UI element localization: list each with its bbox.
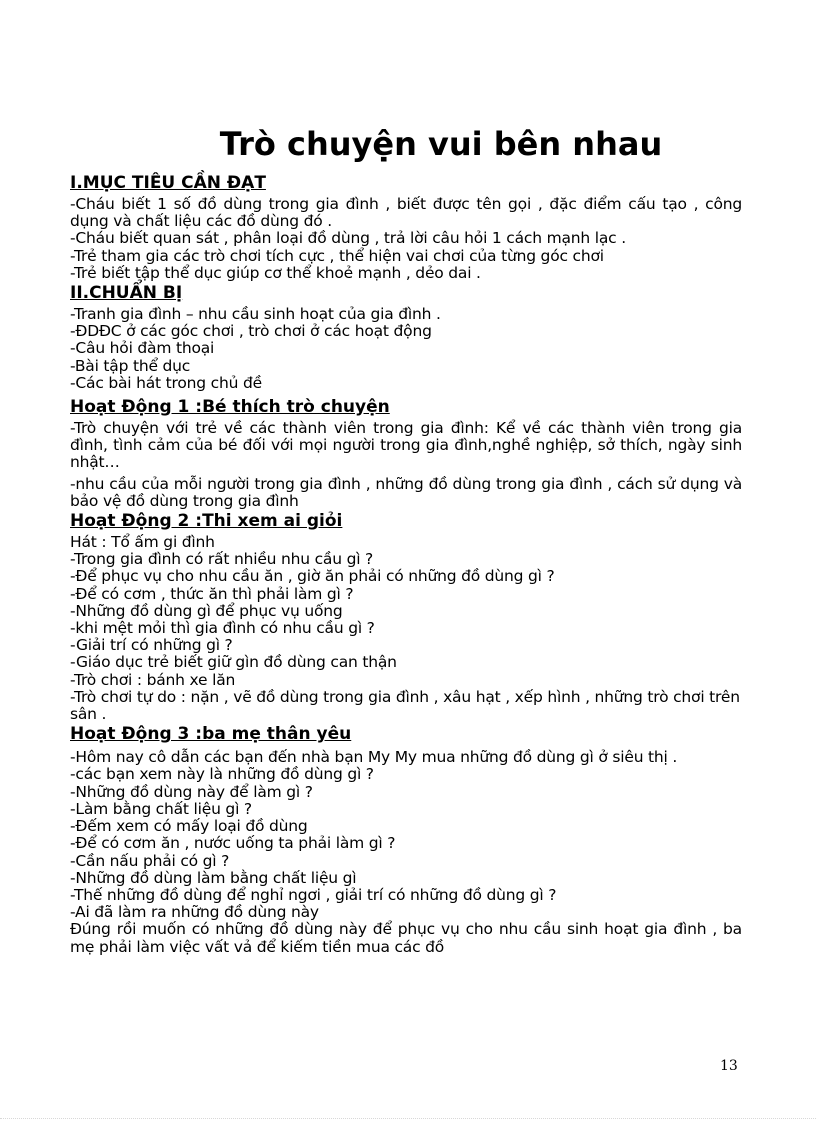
- paragraph: -Trẻ biết tập thể dục giúp cơ thể khoẻ mạnh , dẻo dai .: [70, 263, 481, 282]
- paragraph: -Cháu biết quan sát , phân loại đồ dùng , trả lời câu hỏi 1 cách mạnh lạc .: [70, 229, 626, 248]
- list-item: -Để có cơm ăn , nước uống ta phải làm gì ?: [70, 834, 396, 853]
- list-item: -Ai đã làm ra những đồ dùng này: [70, 903, 319, 922]
- list-item: -Làm bằng chất liệu gì ?: [70, 799, 252, 818]
- page-title: Trò chuyện vui bên nhau: [219, 125, 663, 163]
- list-item: -Cần nấu phải có gì ?: [70, 851, 230, 870]
- list-item: -Hôm nay cô dẫn các bạn đến nhà bạn My My mua những đồ dùng gì ở siêu thị .: [70, 748, 678, 767]
- list-item: -Giải trí có những gì ?: [70, 636, 233, 655]
- list-item: -Tranh gia đình – nhu cầu sinh hoạt của gia đình .: [70, 305, 441, 324]
- page-number: 13: [720, 1058, 738, 1074]
- section-heading-objectives: I.MỤC TIÊU CẦN ĐẠT: [70, 173, 266, 193]
- activity-heading-3: Hoạt Động 3 :ba mẹ thân yêu: [70, 724, 352, 745]
- page-footer-divider: [0, 1118, 816, 1119]
- list-item: -Thế những đồ dùng để nghỉ ngơi , giải trí có những đồ dùng gì ?: [70, 885, 557, 904]
- list-item: -Giáo dục trẻ biết giữ gìn đồ dùng can thận: [70, 653, 397, 672]
- list-item: -Đếm xem có mấy loại đồ dùng: [70, 817, 308, 836]
- list-item: -Trong gia đình có rất nhiều nhu cầu gì ?: [70, 550, 374, 569]
- list-item: -Những đồ dùng này để làm gì ?: [70, 782, 313, 801]
- list-item: -Để có cơm , thức ăn thì phải làm gì ?: [70, 584, 354, 603]
- list-item: -Câu hỏi đàm thoại: [70, 339, 215, 358]
- list-item: -các bạn xem này là những đồ dùng gì ?: [70, 765, 374, 784]
- list-item: -Các bài hát trong chủ đề: [70, 373, 262, 392]
- activity-heading-2: Hoạt Động 2 :Thi xem ai giỏi: [70, 511, 343, 532]
- paragraph: -Cháu biết 1 số đồ dùng trong gia đình , biết được tên gọi , đặc điểm cấu tạo , công dụng và chất liệu các đồ dùng đó .: [70, 195, 742, 231]
- list-item: -Trò chơi : bánh xe lăn: [70, 670, 236, 689]
- list-item: -ĐDĐC ở các góc chơi , trò chơi ở các hoạt động: [70, 322, 432, 341]
- list-item: -Những đồ dùng gì để phục vụ uống: [70, 601, 343, 620]
- paragraph: -nhu cầu của mỗi người trong gia đình , những đồ dùng trong gia đình , cách sử dụng và bảo vệ đồ dùng trong gia đình: [70, 474, 742, 510]
- activity-heading-1: Hoạt Động 1 :Bé thích trò chuyện: [70, 397, 390, 418]
- list-item: -Để phục vụ cho nhu cầu ăn , giờ ăn phải có những đồ dùng gì ?: [70, 567, 555, 586]
- list-item: -khi mệt mỏi thì gia đình có nhu cầu gì ?: [70, 619, 375, 638]
- paragraph: Đúng rồi muốn có những đồ dùng này để phục vụ cho nhu cầu sinh hoạt gia đình , ba mẹ phải làm việc vất vả để kiếm tiền mua các đồ: [70, 920, 742, 956]
- document-body: [70, 172, 742, 956]
- list-item: Hát : Tổ ấm gi đình: [70, 533, 215, 552]
- list-item: -Trò chơi tự do : nặn , vẽ đồ dùng trong gia đình , xâu hạt , xếp hình , những trò chơi trên sân .: [70, 687, 740, 724]
- list-item: -Bài tập thể dục: [70, 356, 191, 375]
- list-item: -Những đồ dùng làm bằng chất liệu gì: [70, 868, 357, 887]
- section-heading-preparation: II.CHUẨN BỊ: [70, 283, 183, 304]
- paragraph: -Trò chuyện với trẻ về các thành viên trong gia đình: Kể về các thành viên trong gia đình, tình cảm của bé đối với mọi người trong gia đình,nghề nghiệp, sở thích, ngày sinh nhật…: [70, 419, 742, 472]
- paragraph: -Trẻ tham gia các trò chơi tích cực , thể hiện vai chơi của từng góc chơi: [70, 246, 604, 265]
